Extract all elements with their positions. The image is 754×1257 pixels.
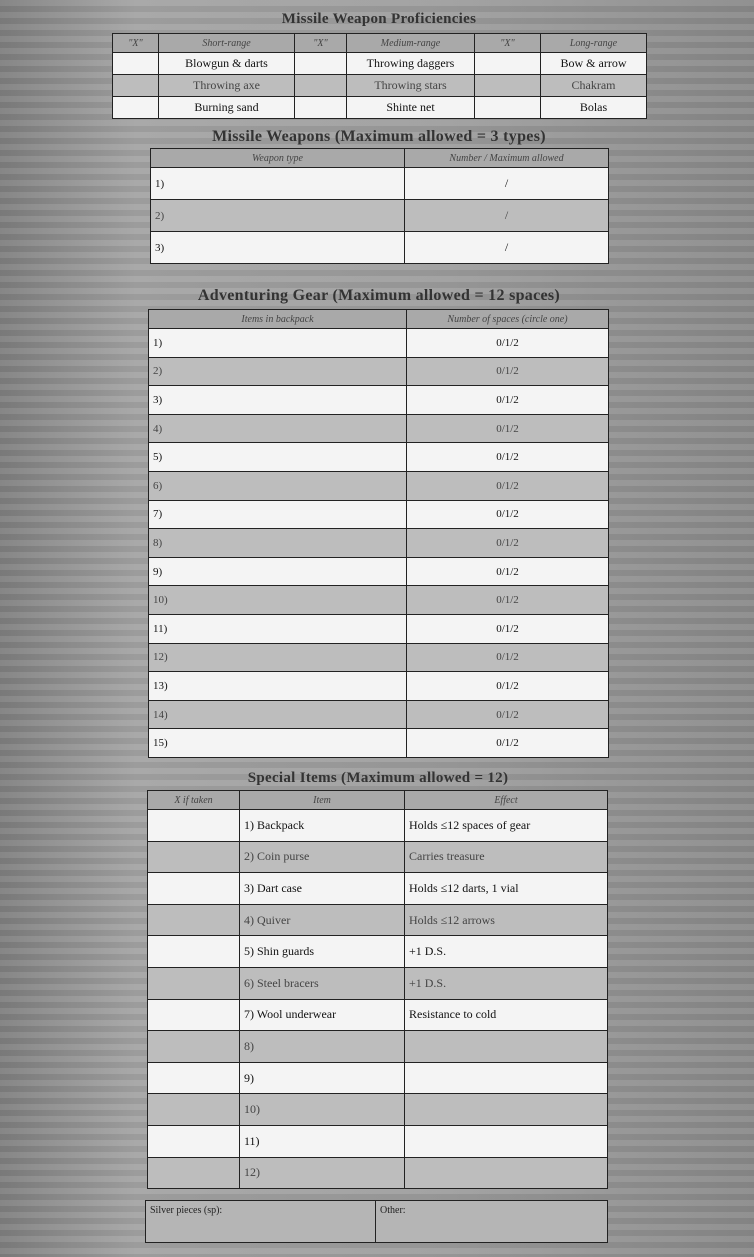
medium-x-checkbox[interactable] bbox=[295, 53, 347, 75]
weapon-count-field[interactable]: / bbox=[405, 168, 609, 200]
special-item-name: 12) bbox=[240, 1157, 405, 1189]
gear-item-field[interactable]: 13) bbox=[149, 672, 407, 701]
gear-spaces-selector[interactable]: 0/1/2 bbox=[407, 443, 609, 472]
gear-title: Adventuring Gear (Maximum allowed = 12 spaces) bbox=[197, 287, 561, 304]
gear-spaces-selector[interactable]: 0/1/2 bbox=[407, 729, 609, 758]
weapon-count-field[interactable]: / bbox=[405, 232, 609, 264]
long-x-checkbox[interactable] bbox=[475, 53, 541, 75]
gear-row bbox=[149, 614, 609, 643]
proficiencies-title: Missile Weapon Proficiencies bbox=[281, 11, 477, 27]
short-range-weapon: Throwing axe bbox=[159, 75, 295, 97]
gear-spaces-selector[interactable]: 0/1/2 bbox=[407, 586, 609, 615]
prof-header-x1: "X" bbox=[113, 34, 159, 53]
short-x-checkbox[interactable] bbox=[113, 75, 159, 97]
gear-spaces-selector[interactable]: 0/1/2 bbox=[407, 643, 609, 672]
gear-row bbox=[149, 643, 609, 672]
taken-x-checkbox[interactable] bbox=[148, 841, 240, 873]
short-x-checkbox[interactable] bbox=[113, 53, 159, 75]
special-item-row bbox=[148, 1094, 608, 1126]
special-item-name: 5) Shin guards bbox=[240, 936, 405, 968]
weapon-count-field[interactable]: / bbox=[405, 200, 609, 232]
taken-x-checkbox[interactable] bbox=[148, 810, 240, 842]
other-label: Other: bbox=[380, 1205, 406, 1216]
special-item-row bbox=[148, 1125, 608, 1157]
short-range-weapon: Burning sand bbox=[159, 97, 295, 119]
proficiency-row bbox=[113, 75, 647, 97]
special-item-effect bbox=[405, 1062, 608, 1094]
special-item-row bbox=[148, 810, 608, 842]
special-item-effect bbox=[405, 1031, 608, 1063]
gear-row bbox=[149, 700, 609, 729]
taken-x-checkbox[interactable] bbox=[148, 936, 240, 968]
gear-item-field[interactable]: 1) bbox=[149, 329, 407, 358]
gear-row bbox=[149, 557, 609, 586]
gear-item-field[interactable]: 12) bbox=[149, 643, 407, 672]
special-item-effect bbox=[405, 1125, 608, 1157]
gear-spaces-selector[interactable]: 0/1/2 bbox=[407, 500, 609, 529]
gear-item-field[interactable]: 15) bbox=[149, 729, 407, 758]
gear-spaces-selector[interactable]: 0/1/2 bbox=[407, 529, 609, 558]
special-item-row bbox=[148, 841, 608, 873]
gear-spaces-selector[interactable]: 0/1/2 bbox=[407, 357, 609, 386]
special-item-row bbox=[148, 873, 608, 905]
gear-row bbox=[149, 729, 609, 758]
long-x-checkbox[interactable] bbox=[475, 97, 541, 119]
gear-row bbox=[149, 414, 609, 443]
gear-item-field[interactable]: 9) bbox=[149, 557, 407, 586]
gear-row bbox=[149, 443, 609, 472]
gear-item-field[interactable]: 8) bbox=[149, 529, 407, 558]
gear-spaces-selector[interactable]: 0/1/2 bbox=[407, 386, 609, 415]
special-item-row bbox=[148, 999, 608, 1031]
special-table bbox=[147, 790, 608, 1189]
taken-x-checkbox[interactable] bbox=[148, 1062, 240, 1094]
gear-item-field[interactable]: 7) bbox=[149, 500, 407, 529]
long-x-checkbox[interactable] bbox=[475, 75, 541, 97]
special-item-name: 7) Wool underwear bbox=[240, 999, 405, 1031]
taken-x-checkbox[interactable] bbox=[148, 1031, 240, 1063]
long-range-weapon: Bow & arrow bbox=[541, 53, 647, 75]
gear-table bbox=[148, 309, 609, 758]
special-header-x: X if taken bbox=[148, 791, 240, 810]
special-item-effect: Holds ≤12 darts, 1 vial bbox=[405, 873, 608, 905]
special-item-name: 1) Backpack bbox=[240, 810, 405, 842]
gear-row bbox=[149, 586, 609, 615]
taken-x-checkbox[interactable] bbox=[148, 967, 240, 999]
special-item-name: 11) bbox=[240, 1125, 405, 1157]
prof-header-x3: "X" bbox=[475, 34, 541, 53]
gear-item-field[interactable]: 6) bbox=[149, 471, 407, 500]
special-item-effect bbox=[405, 1157, 608, 1189]
medium-range-weapon: Shinte net bbox=[347, 97, 475, 119]
weapons-header-type: Weapon type bbox=[151, 149, 405, 168]
special-item-effect bbox=[405, 1094, 608, 1126]
gear-row bbox=[149, 357, 609, 386]
special-header-item: Item bbox=[240, 791, 405, 810]
gear-row bbox=[149, 329, 609, 358]
footer-table bbox=[145, 1200, 608, 1243]
missile-weapons-title: Missile Weapons (Maximum allowed = 3 types) bbox=[212, 128, 546, 145]
taken-x-checkbox[interactable] bbox=[148, 873, 240, 905]
gear-row bbox=[149, 500, 609, 529]
gear-spaces-selector[interactable]: 0/1/2 bbox=[407, 614, 609, 643]
medium-x-checkbox[interactable] bbox=[295, 75, 347, 97]
prof-header-short: Short-range bbox=[159, 34, 295, 53]
weapon-type-field[interactable]: 1) bbox=[151, 168, 405, 200]
special-item-row bbox=[148, 904, 608, 936]
special-item-effect: Resistance to cold bbox=[405, 999, 608, 1031]
taken-x-checkbox[interactable] bbox=[148, 904, 240, 936]
gear-item-field[interactable]: 4) bbox=[149, 414, 407, 443]
gear-spaces-selector[interactable]: 0/1/2 bbox=[407, 414, 609, 443]
gear-row bbox=[149, 672, 609, 701]
weapon-type-field[interactable]: 3) bbox=[151, 232, 405, 264]
special-item-name: 6) Steel bracers bbox=[240, 967, 405, 999]
gear-item-field[interactable]: 14) bbox=[149, 700, 407, 729]
short-range-weapon: Blowgun & darts bbox=[159, 53, 295, 75]
special-item-row bbox=[148, 1031, 608, 1063]
weapon-row bbox=[151, 232, 609, 264]
taken-x-checkbox[interactable] bbox=[148, 999, 240, 1031]
special-item-row bbox=[148, 967, 608, 999]
gear-item-field[interactable]: 10) bbox=[149, 586, 407, 615]
medium-range-weapon: Throwing stars bbox=[347, 75, 475, 97]
prof-header-long: Long-range bbox=[541, 34, 647, 53]
special-item-row bbox=[148, 936, 608, 968]
gear-row bbox=[149, 529, 609, 558]
medium-x-checkbox[interactable] bbox=[295, 97, 347, 119]
special-item-name: 4) Quiver bbox=[240, 904, 405, 936]
gear-spaces-selector[interactable]: 0/1/2 bbox=[407, 471, 609, 500]
special-item-effect: Holds ≤12 spaces of gear bbox=[405, 810, 608, 842]
gear-item-field[interactable]: 3) bbox=[149, 386, 407, 415]
weapons-header-number: Number / Maximum allowed bbox=[405, 149, 609, 168]
missile-weapons-table bbox=[150, 148, 609, 264]
special-title: Special Items (Maximum allowed = 12) bbox=[247, 770, 509, 786]
weapon-type-field[interactable]: 2) bbox=[151, 200, 405, 232]
gear-spaces-selector[interactable]: 0/1/2 bbox=[407, 329, 609, 358]
long-range-weapon: Bolas bbox=[541, 97, 647, 119]
gear-item-field[interactable]: 11) bbox=[149, 614, 407, 643]
special-item-effect: +1 D.S. bbox=[405, 936, 608, 968]
proficiencies-table bbox=[112, 33, 647, 119]
gear-item-field[interactable]: 2) bbox=[149, 357, 407, 386]
gear-header-items: Items in backpack bbox=[149, 310, 407, 329]
special-item-row bbox=[148, 1157, 608, 1189]
taken-x-checkbox[interactable] bbox=[148, 1125, 240, 1157]
special-item-effect: Holds ≤12 arrows bbox=[405, 904, 608, 936]
gear-spaces-selector[interactable]: 0/1/2 bbox=[407, 700, 609, 729]
special-item-name: 8) bbox=[240, 1031, 405, 1063]
special-item-effect: +1 D.S. bbox=[405, 967, 608, 999]
gear-spaces-selector[interactable]: 0/1/2 bbox=[407, 672, 609, 701]
special-header-effect: Effect bbox=[405, 791, 608, 810]
medium-range-weapon: Throwing daggers bbox=[347, 53, 475, 75]
special-item-name: 2) Coin purse bbox=[240, 841, 405, 873]
long-range-weapon: Chakram bbox=[541, 75, 647, 97]
short-x-checkbox[interactable] bbox=[113, 97, 159, 119]
gear-spaces-selector[interactable]: 0/1/2 bbox=[407, 557, 609, 586]
prof-header-x2: "X" bbox=[295, 34, 347, 53]
silver-pieces-label: Silver pieces (sp): bbox=[150, 1205, 223, 1216]
special-item-row bbox=[148, 1062, 608, 1094]
prof-header-medium: Medium-range bbox=[347, 34, 475, 53]
special-item-effect: Carries treasure bbox=[405, 841, 608, 873]
proficiency-row bbox=[113, 97, 647, 119]
other-field[interactable] bbox=[376, 1201, 608, 1243]
gear-item-field[interactable]: 5) bbox=[149, 443, 407, 472]
silver-pieces-field[interactable] bbox=[146, 1201, 376, 1243]
weapon-row bbox=[151, 200, 609, 232]
taken-x-checkbox[interactable] bbox=[148, 1094, 240, 1126]
taken-x-checkbox[interactable] bbox=[148, 1157, 240, 1189]
special-item-name: 9) bbox=[240, 1062, 405, 1094]
special-item-name: 10) bbox=[240, 1094, 405, 1126]
gear-row bbox=[149, 386, 609, 415]
gear-row bbox=[149, 471, 609, 500]
special-item-name: 3) Dart case bbox=[240, 873, 405, 905]
gear-header-spaces: Number of spaces (circle one) bbox=[407, 310, 609, 329]
weapon-row bbox=[151, 168, 609, 200]
proficiency-row bbox=[113, 53, 647, 75]
